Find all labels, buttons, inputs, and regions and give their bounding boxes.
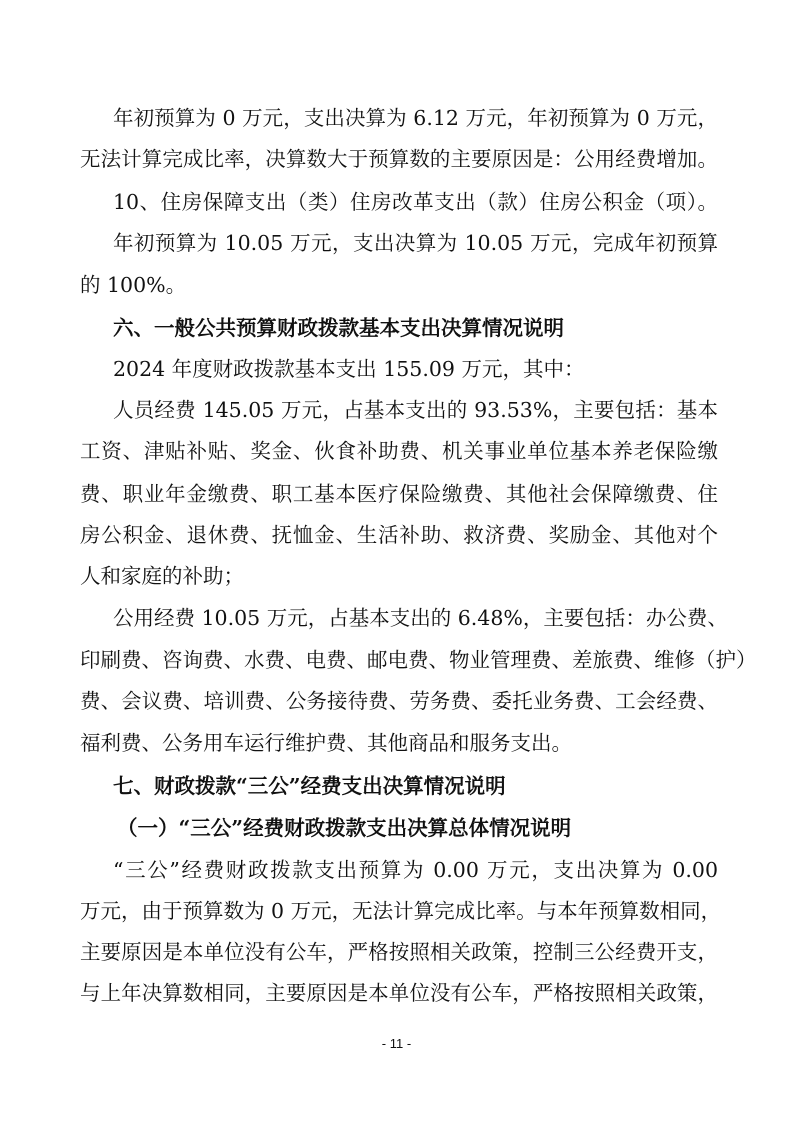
section-heading: 六、一般公共预算财政拨款基本支出决算情况说明: [113, 316, 564, 340]
paragraph-line: 年初预算为 0 万元，支出决算为 6.12 万元，年初预算为 0 万元，: [113, 106, 718, 130]
paragraph-line: 公用经费 10.05 万元，占基本支出的 6.48%，主要包括：办公费、: [113, 606, 728, 630]
paragraph-line: 人和家庭的补助；: [80, 564, 244, 588]
paragraph-line: 10、住房保障支出（类）住房改革支出（款）住房公积金（项）。: [113, 190, 718, 214]
paragraph-line: 费、职业年金缴费、职工基本医疗保险缴费、其他社会保障缴费、住: [80, 482, 718, 506]
paragraph-line: “三公”经费财政拨款支出预算为 0.00 万元，支出决算为 0.00: [113, 858, 718, 882]
paragraph-line: 2024 年度财政拨款基本支出 155.09 万元，其中：: [113, 357, 585, 381]
paragraph-line: 印刷费、咨询费、水费、电费、邮电费、物业管理费、差旅费、维修（护）: [80, 648, 757, 672]
page-number: - 11 -: [381, 1036, 412, 1051]
paragraph-line: 的 100%。: [80, 273, 187, 297]
paragraph-line: 万元，由于预算数为 0 万元，无法计算完成比率。与本年预算数相同，: [80, 899, 722, 923]
paragraph-line: 与上年决算数相同，主要原因是本单位没有公车，严格按照相关政策，: [80, 981, 718, 1005]
paragraph-line: 工资、津贴补贴、奖金、伙食补助费、机关事业单位基本养老保险缴: [80, 439, 718, 463]
paragraph-line: 无法计算完成比率，决算数大于预算数的主要原因是：公用经费增加。: [80, 147, 718, 171]
paragraph-line: 福利费、公务用车运行维护费、其他商品和服务支出。: [80, 731, 572, 755]
subsection-heading: （一）“三公”经费财政拨款支出决算总体情况说明: [117, 816, 572, 840]
section-heading: 七、财政拨款“三公”经费支出决算情况说明: [113, 774, 506, 798]
paragraph-line: 费、会议费、培训费、公务接待费、劳务费、委托业务费、工会经费、: [80, 689, 718, 713]
paragraph-line: 年初预算为 10.05 万元，支出决算为 10.05 万元，完成年初预算: [113, 231, 718, 255]
paragraph-line: 房公积金、退休费、抚恤金、生活补助、救济费、奖励金、其他对个: [80, 523, 718, 547]
paragraph-line: 人员经费 145.05 万元，占基本支出的 93.53%，主要包括：基本: [113, 398, 718, 422]
paragraph-line: 主要原因是本单位没有公车，严格按照相关政策，控制三公经费开支，: [80, 940, 718, 964]
